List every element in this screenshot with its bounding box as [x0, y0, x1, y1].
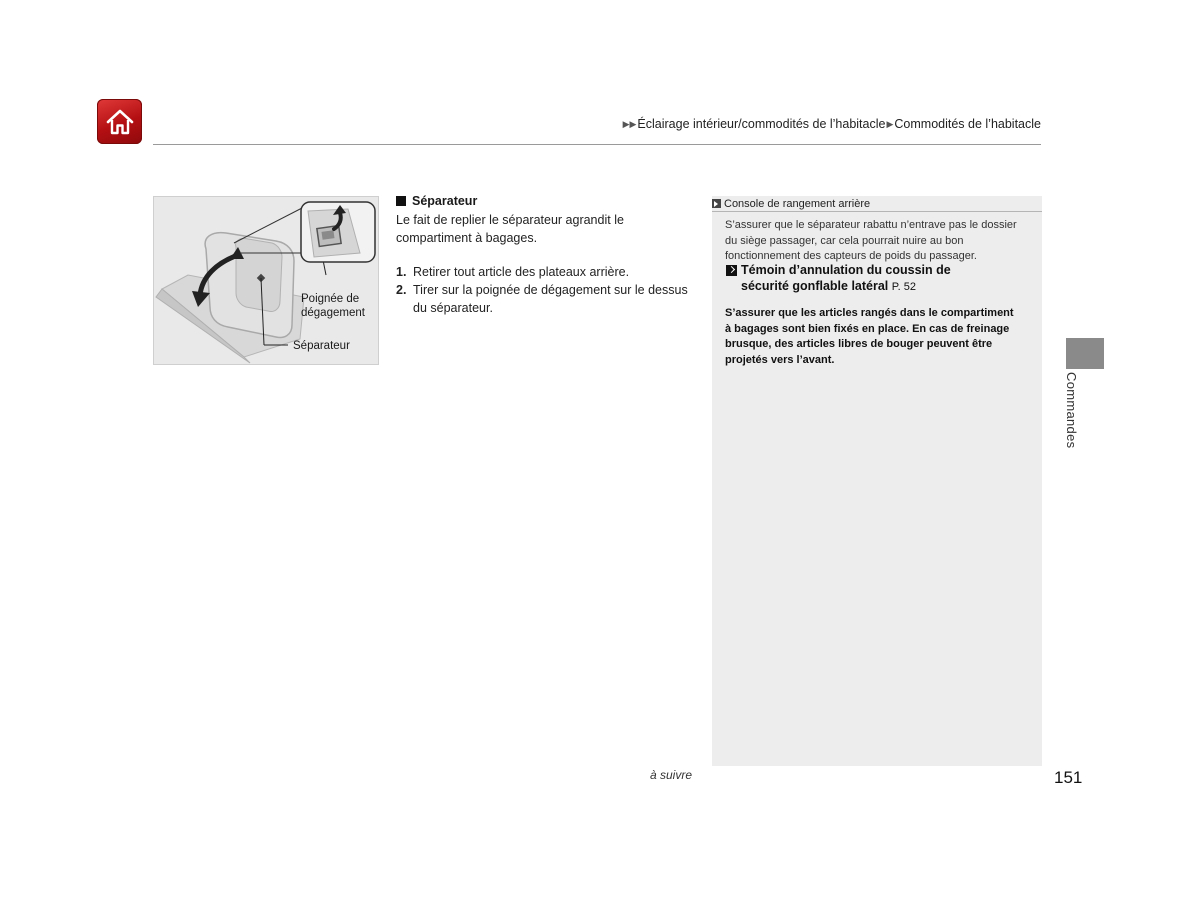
breadcrumb	[622, 117, 1041, 131]
step-item	[396, 263, 696, 281]
home-button[interactable]	[97, 99, 142, 144]
step-number: 1.	[396, 265, 407, 279]
note-text: S’assurer que le séparateur rabattu n’entrave pas le dossier du siège passager, car cela pourrait nuire au bon fonctionnement des capteurs de poids du passager.	[725, 219, 1017, 262]
intro-paragraph: Le fait de replier le séparateur agrandit le compartiment à bagages.	[396, 213, 624, 245]
chapter-tab-label: Commandes	[1064, 372, 1079, 449]
page-number: 151	[1054, 768, 1083, 787]
handle-detail-inset	[300, 201, 376, 263]
note-warning: S’assurer que les articles rangés dans le compartiment à bagages sont bien fixés en place. En cas de freinage brusque, des articles libres de bouger peuvent être projetés vers l’avant.	[725, 307, 1014, 366]
breadcrumb-arrow-icon: ▶	[886, 118, 894, 129]
note-title: Console de rangement arrière	[724, 197, 871, 210]
separator-illustration	[153, 196, 379, 365]
reference-page: P. 52	[891, 281, 917, 293]
continued-label: à suivre	[650, 768, 693, 782]
note-header	[712, 196, 1042, 212]
step-item	[396, 281, 696, 317]
separator-label: Séparateur	[293, 340, 350, 352]
home-icon	[105, 108, 135, 136]
header-divider	[153, 144, 1041, 145]
step-text: Retirer tout article des plateaux arrière.	[413, 265, 630, 279]
breadcrumb-item[interactable]: Éclairage intérieur/commodités de l’habitacle	[637, 117, 886, 131]
step-list	[396, 263, 696, 317]
note-arrow-icon	[712, 199, 721, 208]
chapter-tab[interactable]	[1066, 338, 1104, 369]
breadcrumb-item[interactable]: Commodités de l’habitacle	[894, 117, 1041, 131]
step-text: Tirer sur la poignée de dégagement sur le dessus du séparateur.	[413, 283, 688, 315]
section-title: Séparateur	[412, 194, 478, 208]
handle-label: Poignée de dégagement	[301, 293, 365, 319]
breadcrumb-arrow-icon: ▶▶	[622, 118, 637, 129]
cross-reference-link[interactable]: Témoin d’annulation du coussin de sécurité gonflable latéral P. 52	[741, 262, 1031, 295]
square-bullet-icon	[396, 196, 406, 206]
reference-arrow-icon	[726, 265, 737, 276]
step-number: 2.	[396, 283, 407, 297]
section-heading	[396, 194, 477, 208]
